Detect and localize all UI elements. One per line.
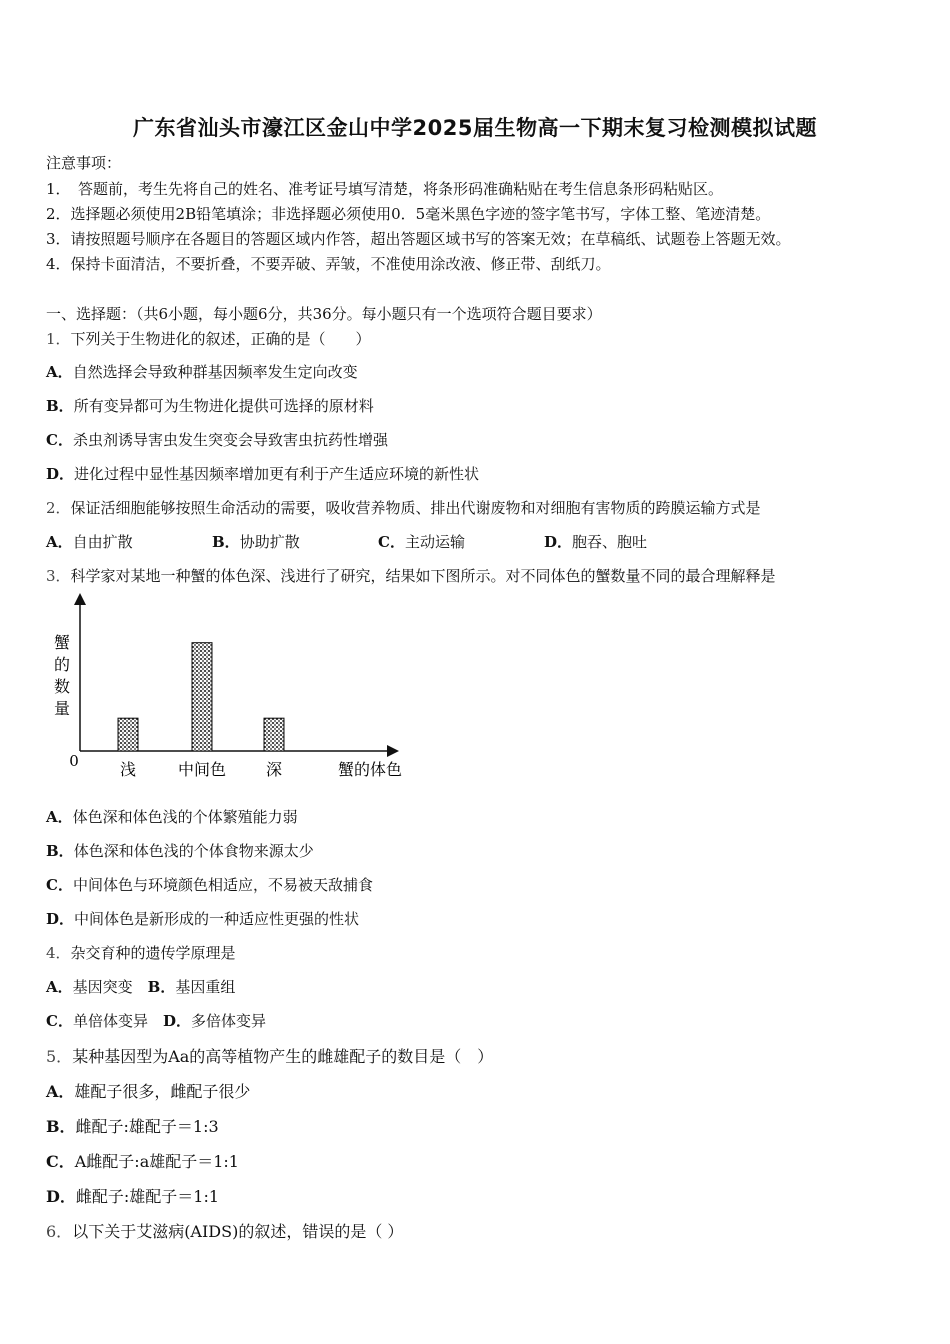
option-text: 胞吞、胞吐	[572, 533, 648, 551]
options-row	[46, 1010, 266, 1031]
option-d	[163, 1012, 266, 1030]
option-b	[46, 395, 374, 416]
option-d	[46, 1184, 219, 1207]
question-1	[46, 328, 371, 349]
option-text: 基因突变	[72, 978, 133, 996]
question-stem: 某种基因型为Aa的高等植物产生的雌雄配子的数目是（ ）	[72, 1047, 494, 1066]
option-text: 体色深和体色浅的个体食物来源太少	[73, 842, 314, 860]
option-label: B．	[147, 978, 176, 996]
notice-item: 3．请按照题号顺序在各题目的答题区域内作答，超出答题区域书写的答案无效；在草稿纸、试题卷上答题无效。	[46, 230, 791, 248]
option-a	[46, 806, 298, 827]
option-text: 杀虫剂诱导害虫发生突变会导致害虫抗药性增强	[72, 431, 388, 449]
question-stem: 下列关于生物进化的叙述，正确的是（ ）	[70, 330, 371, 348]
option-d	[544, 531, 647, 552]
bar-0	[118, 718, 138, 751]
category-label-2: 深	[265, 760, 283, 779]
option-a	[46, 1079, 250, 1102]
section-heading: 一、选择题：（共6小题，每小题6分，共36分。每小题只有一个选项符合题目要求）	[46, 305, 602, 323]
option-text: 单倍体变异	[72, 1012, 148, 1030]
option-label: A．	[46, 1082, 75, 1101]
option-d	[46, 908, 359, 929]
option-a	[46, 531, 212, 552]
options-row	[46, 531, 647, 552]
option-label: C．	[378, 533, 405, 551]
option-label: D．	[162, 1012, 191, 1030]
question-stem: 杂交育种的遗传学原理是	[70, 944, 236, 962]
option-d	[46, 463, 479, 484]
bar-1	[192, 643, 212, 751]
option-text: 体色深和体色浅的个体繁殖能力弱	[72, 808, 298, 826]
option-text: 协助扩散	[239, 533, 300, 551]
option-label: B．	[212, 533, 240, 551]
question-stem: 以下关于艾滋病(AIDS)的叙述，错误的是（ ）	[72, 1222, 404, 1241]
question-number: 2．	[46, 499, 71, 517]
option-label: B．	[46, 397, 74, 415]
option-label: C．	[46, 431, 73, 449]
option-c	[46, 429, 388, 450]
option-label: C．	[46, 1012, 73, 1030]
question-3	[46, 565, 776, 586]
question-6	[46, 1219, 403, 1242]
option-b	[212, 531, 378, 552]
option-a	[46, 361, 358, 382]
question-4	[46, 942, 236, 963]
notice-item: 1． 答题前，考生先将自己的姓名、准考证号填写清楚，将条形码准确粘贴在考生信息条形码粘贴区。	[46, 180, 724, 198]
option-label: B．	[46, 842, 74, 860]
option-a	[46, 978, 133, 996]
option-c	[46, 1012, 148, 1030]
question-stem: 保证活细胞能够按照生命活动的需要，吸收营养物质、排出代谢废物和对细胞有害物质的跨膜运输方式是	[70, 499, 761, 517]
x-axis-label: 蟹的体色	[337, 760, 403, 779]
option-text: 所有变异都可为生物进化提供可选择的原材料	[73, 397, 374, 415]
option-b	[46, 1114, 219, 1137]
option-text: 雌配子:雄配子＝1:1	[75, 1187, 220, 1206]
option-text: 自然选择会导致种群基因频率发生定向改变	[72, 363, 358, 381]
question-stem: 科学家对某地一种蟹的体色深、浅进行了研究，结果如下图所示。对不同体色的蟹数量不同的最合理解释是	[70, 567, 776, 585]
question-number: 5．	[46, 1047, 73, 1066]
notice-item: 2．选择题必须使用2B铅笔填涂；非选择题必须使用0．5毫米黑色字迹的签字笔书写，字体工整、笔迹清楚。	[46, 205, 771, 223]
category-label-0: 浅	[119, 760, 137, 779]
notice-item: 4．保持卡面清洁，不要折叠，不要弄破、弄皱，不准使用涂改液、修正带、刮纸刀。	[46, 255, 611, 273]
option-label: A．	[46, 533, 73, 551]
options-row	[46, 976, 235, 997]
option-c	[46, 874, 373, 895]
option-text: 自由扩散	[72, 533, 133, 551]
option-text: 中间体色是新形成的一种适应性更强的性状	[74, 910, 360, 928]
question-number: 3．	[46, 567, 71, 585]
question-2	[46, 497, 761, 518]
notice-heading: 注意事项：	[46, 154, 122, 172]
origin-label: 0	[69, 752, 79, 770]
option-text: 雄配子很多，雌配子很少	[74, 1082, 251, 1101]
option-b	[46, 840, 314, 861]
option-c	[46, 1149, 239, 1172]
option-b	[148, 978, 236, 996]
option-text: 雌配子:雄配子＝1:3	[75, 1117, 219, 1136]
question-5	[46, 1044, 493, 1067]
option-text: 进化过程中显性基因频率增加更有利于产生适应环境的新性状	[74, 465, 480, 483]
option-text: 基因重组	[175, 978, 236, 996]
option-c	[378, 531, 544, 552]
option-label: B．	[46, 1117, 76, 1136]
option-text: 多倍体变异	[191, 1012, 267, 1030]
option-label: A．	[46, 808, 73, 826]
option-label: C．	[46, 876, 73, 894]
question-number: 6．	[46, 1222, 73, 1241]
document-title: 广东省汕头市濠江区金山中学2025届生物高一下期末复习检测模拟试题	[133, 116, 817, 140]
option-label: D．	[544, 533, 573, 551]
option-text: A雌配子:a雄配子＝1:1	[74, 1152, 239, 1171]
option-text: 主动运输	[404, 533, 465, 551]
option-label: A．	[46, 978, 73, 996]
question-number: 4．	[46, 944, 71, 962]
option-label: A．	[46, 363, 73, 381]
category-label-1: 中间色	[177, 760, 227, 779]
option-label: C．	[46, 1152, 75, 1171]
crab-color-bar-chart	[44, 590, 424, 790]
bar-2	[264, 718, 284, 751]
option-label: D．	[46, 1187, 76, 1206]
y-axis-label: 蟹的数量	[53, 633, 71, 718]
question-number: 1．	[46, 330, 71, 348]
option-label: D．	[46, 910, 75, 928]
option-label: D．	[46, 465, 75, 483]
option-text: 中间体色与环境颜色相适应，不易被天敌捕食	[72, 876, 373, 894]
